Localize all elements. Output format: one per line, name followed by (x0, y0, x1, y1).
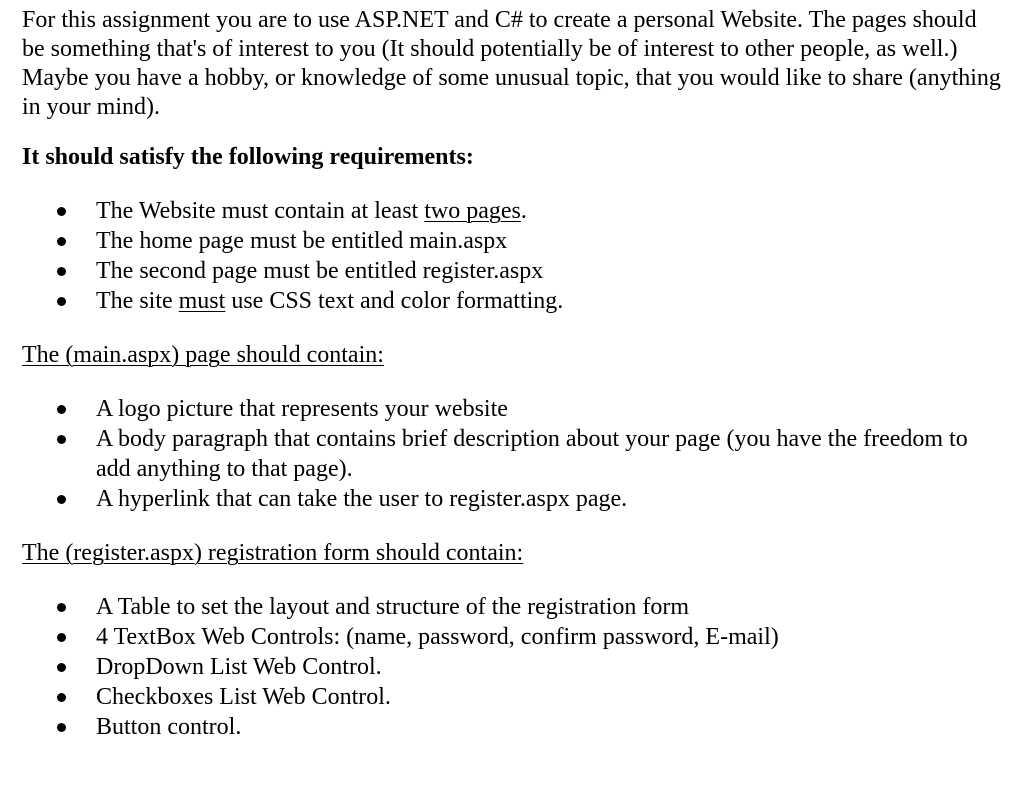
list-item (22, 622, 1002, 652)
bullet-icon (57, 633, 66, 642)
register-page-heading: The (register.aspx) registration form should contain: (22, 540, 524, 566)
list-item-text: 4 TextBox Web Controls: (name, password, confirm password, E-mail) (96, 624, 779, 650)
list-item-text: DropDown List Web Control. (96, 654, 382, 680)
bullet-icon (57, 267, 66, 276)
main-page-list (22, 394, 1002, 514)
bullet-icon (57, 495, 66, 504)
list-item (22, 286, 1002, 316)
list-item (22, 226, 1002, 256)
list-item-text: The second page must be entitled register.aspx (96, 258, 544, 284)
list-item (22, 424, 1002, 484)
list-item-text: A hyperlink that can take the user to register.aspx page. (96, 486, 628, 512)
bullet-icon (57, 693, 66, 702)
list-item (22, 394, 1002, 424)
bullet-icon (57, 603, 66, 612)
list-item (22, 484, 1002, 514)
list-item (22, 256, 1002, 286)
list-item-text: Button control. (96, 714, 242, 740)
list-item-text: The site (96, 288, 179, 314)
bullet-icon (57, 723, 66, 732)
bullet-icon (57, 435, 66, 444)
list-item-text: The Website must contain at least (96, 198, 425, 224)
underlined-text: must (178, 288, 226, 314)
bullet-icon (57, 237, 66, 246)
requirements-list (22, 196, 1002, 316)
intro-paragraph: For this assignment you are to use ASP.NET and C# to create a personal Website. The pages should be something that's of interest to you (It should potentially be of interest to other people, as well.) Maybe you have a hobby, or knowledge of some unusual topic, that you would like to share (anything in your mind). (22, 7, 1001, 120)
list-item-text: . (520, 198, 527, 224)
requirements-heading: It should satisfy the following requirements: (22, 144, 474, 170)
list-item (22, 592, 1002, 622)
underlined-text: two pages (424, 198, 521, 224)
list-item (22, 682, 1002, 712)
list-item-text: Checkboxes List Web Control. (96, 684, 391, 710)
bullet-icon (57, 663, 66, 672)
bullet-icon (57, 297, 66, 306)
list-item-text: A Table to set the layout and structure of the registration form (96, 594, 690, 620)
document-page (22, 6, 1002, 742)
list-item (22, 196, 1002, 226)
list-item (22, 712, 1002, 742)
list-item-text: use CSS text and color formatting. (225, 288, 564, 314)
bullet-icon (57, 207, 66, 216)
list-item-text: A body paragraph that contains brief description about your page (you have the freedom to add anything to that page). (96, 426, 968, 482)
list-item-text: The home page must be entitled main.aspx (96, 228, 508, 254)
main-page-heading: The (main.aspx) page should contain: (22, 342, 384, 368)
list-item-text: A logo picture that represents your website (96, 396, 508, 422)
bullet-icon (57, 405, 66, 414)
list-item (22, 652, 1002, 682)
register-page-list (22, 592, 1002, 742)
